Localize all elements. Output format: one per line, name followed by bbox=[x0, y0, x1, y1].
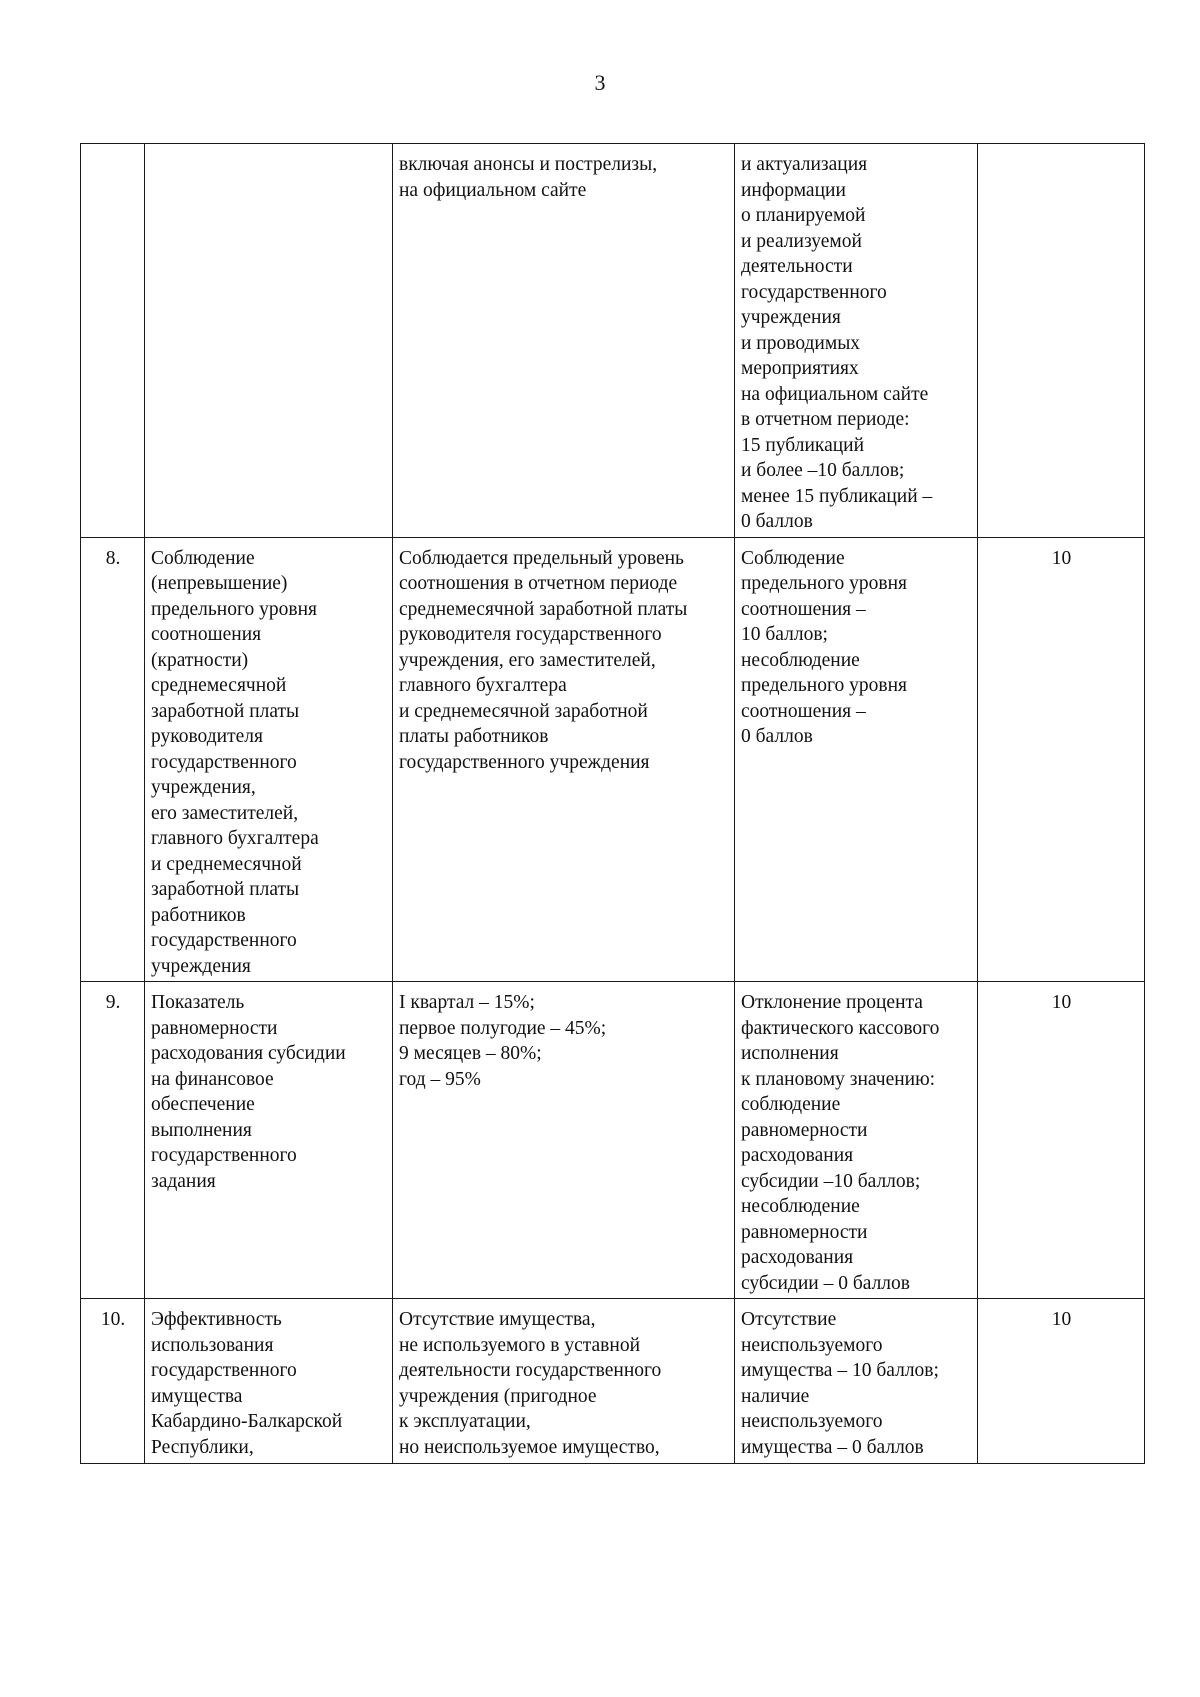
cell-text-line: соотношения – bbox=[741, 700, 866, 722]
cell-text-line: не используемого в уставной bbox=[399, 1334, 641, 1356]
row-number-cell: 8. bbox=[81, 537, 145, 982]
cell-text-line: имущества – 10 баллов; bbox=[741, 1360, 939, 1381]
cell-text-line: государственного bbox=[741, 281, 887, 303]
cell-text-line: включая анонсы и пострелизы, bbox=[399, 154, 658, 175]
cell-text-line: в отчетном периоде: bbox=[741, 409, 910, 430]
cell-text-line: учреждения, bbox=[151, 777, 256, 798]
cell-text-line: неиспользуемого bbox=[741, 1334, 883, 1356]
cell-text-line: Соблюдение bbox=[151, 547, 255, 569]
cell-text-line: Отсутствие имущества, bbox=[399, 1309, 596, 1330]
cell-text-line: государственного bbox=[151, 751, 297, 773]
cell-text-line: 0 баллов bbox=[741, 726, 813, 747]
cell-text-line: работников bbox=[151, 904, 246, 926]
cell-text-line: на официальном сайте bbox=[741, 383, 929, 405]
cell-text-line: фактического кассового bbox=[741, 1017, 940, 1039]
cell-text-line: 9 месяцев – 80%; bbox=[399, 1043, 542, 1064]
cell-text-line: равномерности bbox=[741, 1119, 868, 1141]
row-number-cell: 9. bbox=[81, 982, 145, 1299]
cell-text-line: имущества bbox=[151, 1385, 243, 1407]
scoring-rule-cell bbox=[735, 537, 978, 982]
cell-text-line: первое полугодие – 45%; bbox=[399, 1017, 607, 1039]
table-row bbox=[81, 537, 1145, 982]
cell-text-line: деятельности государственного bbox=[399, 1360, 662, 1381]
cell-text-line: 15 публикаций bbox=[741, 434, 865, 456]
cell-text-line: на официальном сайте bbox=[399, 179, 587, 201]
cell-text-line: Кабардино-Балкарской bbox=[151, 1411, 343, 1432]
cell-text-line: государственного bbox=[151, 930, 297, 951]
cell-text-line: среднемесячной заработной платы bbox=[399, 598, 688, 620]
table-row bbox=[81, 144, 1145, 538]
cell-text-line: соблюдение bbox=[741, 1094, 841, 1115]
cell-text-line: исполнения bbox=[741, 1043, 839, 1064]
cell-text-line: и актуализация bbox=[741, 154, 868, 175]
indicator-name-cell bbox=[145, 1299, 393, 1464]
cell-text-line: выполнения bbox=[151, 1119, 252, 1141]
cell-text-line: учреждения bbox=[151, 955, 251, 977]
cell-text-line: обеспечение bbox=[151, 1094, 255, 1115]
cell-text-line: Отклонение процента bbox=[741, 992, 923, 1013]
cell-text-line: его заместителей, bbox=[151, 802, 299, 824]
scoring-rule-cell bbox=[735, 144, 978, 538]
cell-text-line: имущества – 0 баллов bbox=[741, 1436, 924, 1458]
cell-text-line: год – 95% bbox=[399, 1068, 481, 1090]
indicator-name-cell bbox=[145, 537, 393, 982]
cell-text-line: Соблюдение bbox=[741, 547, 845, 569]
criterion-cell bbox=[393, 144, 735, 538]
cell-text-line: несоблюдение bbox=[741, 1196, 860, 1217]
scoring-rule-cell bbox=[735, 1299, 978, 1464]
cell-text-line: предельного уровня bbox=[741, 573, 907, 594]
indicator-name-cell bbox=[145, 982, 393, 1299]
cell-text-line: государственного учреждения bbox=[399, 751, 650, 773]
row-number-cell bbox=[81, 144, 145, 538]
cell-text-line: неиспользуемого bbox=[741, 1411, 883, 1432]
cell-text-line: руководителя государственного bbox=[399, 624, 662, 645]
cell-text-line: информации bbox=[741, 179, 846, 201]
max-score-cell: 10 bbox=[978, 982, 1145, 1299]
table-row bbox=[81, 1299, 1145, 1464]
cell-text-line: деятельности bbox=[741, 256, 853, 277]
cell-text-line: использования bbox=[151, 1334, 274, 1356]
table-row bbox=[81, 982, 1145, 1299]
cell-text-line: расходования bbox=[741, 1145, 854, 1166]
cell-text-line: Соблюдается предельный уровень bbox=[399, 547, 684, 569]
cell-text-line: Показатель bbox=[151, 992, 245, 1013]
cell-text-line: к плановому значению: bbox=[741, 1068, 936, 1090]
cell-text-line: предельного уровня bbox=[151, 598, 317, 620]
cell-text-line: субсидии – 0 баллов bbox=[741, 1272, 910, 1294]
cell-text-line: на финансовое bbox=[151, 1068, 274, 1090]
cell-text-line: расходования субсидии bbox=[151, 1043, 346, 1064]
cell-text-line: платы работников bbox=[399, 726, 549, 747]
page-number: 3 bbox=[594, 70, 606, 95]
max-score-cell bbox=[978, 144, 1145, 538]
cell-text-line: предельного уровня bbox=[741, 675, 907, 696]
cell-text-line: государственного bbox=[151, 1145, 297, 1166]
criterion-cell bbox=[393, 537, 735, 982]
cell-text-line: среднемесячной bbox=[151, 675, 287, 696]
cell-text-line: (непревышение) bbox=[151, 573, 288, 594]
cell-text-line: Отсутствие bbox=[741, 1309, 837, 1330]
cell-text-line: главного бухгалтера bbox=[151, 828, 319, 849]
criterion-cell bbox=[393, 982, 735, 1299]
cell-text-line: 0 баллов bbox=[741, 511, 813, 532]
row-number-cell: 10. bbox=[81, 1299, 145, 1464]
cell-text-line: учреждения (пригодное bbox=[399, 1385, 597, 1407]
cell-text-line: наличие bbox=[741, 1385, 810, 1407]
cell-text-line: равномерности bbox=[741, 1221, 868, 1243]
cell-text-line: мероприятиях bbox=[741, 358, 859, 379]
scoring-rule-cell bbox=[735, 982, 978, 1299]
cell-text-line: главного бухгалтера bbox=[399, 675, 567, 696]
cell-text-line: о планируемой bbox=[741, 205, 866, 226]
max-score-cell: 10 bbox=[978, 537, 1145, 982]
table-body bbox=[81, 144, 1145, 1464]
cell-text-line: I квартал – 15%; bbox=[399, 992, 535, 1013]
cell-text-line: заработной платы bbox=[151, 879, 300, 900]
criterion-cell bbox=[393, 1299, 735, 1464]
cell-text-line: Республики, bbox=[151, 1436, 254, 1458]
cell-text-line: соотношения bbox=[151, 624, 262, 645]
cell-text-line: задания bbox=[151, 1170, 216, 1192]
cell-text-line: соотношения в отчетном периоде bbox=[399, 573, 678, 594]
cell-text-line: и более –10 баллов; bbox=[741, 460, 905, 481]
indicator-name-cell bbox=[145, 144, 393, 538]
cell-text-line: учреждения, его заместителей, bbox=[399, 649, 656, 671]
cell-text-line: к эксплуатации, bbox=[399, 1411, 531, 1432]
cell-text-line: 10 баллов; bbox=[741, 624, 828, 645]
cell-text-line: субсидии –10 баллов; bbox=[741, 1170, 921, 1192]
cell-text-line: но неиспользуемое имущество, bbox=[399, 1436, 660, 1458]
cell-text-line: государственного bbox=[151, 1360, 297, 1381]
cell-text-line: учреждения bbox=[741, 307, 841, 328]
cell-text-line: и среднемесячной заработной bbox=[399, 700, 648, 722]
cell-text-line: несоблюдение bbox=[741, 649, 860, 671]
criteria-table bbox=[80, 143, 1145, 1464]
cell-text-line: расходования bbox=[741, 1247, 854, 1268]
cell-text-line: и реализуемой bbox=[741, 230, 862, 252]
cell-text-line: Эффективность bbox=[151, 1309, 282, 1330]
cell-text-line: менее 15 публикаций – bbox=[741, 485, 933, 507]
cell-text-line: соотношения – bbox=[741, 598, 866, 620]
cell-text-line: равномерности bbox=[151, 1017, 278, 1039]
cell-text-line: и проводимых bbox=[741, 332, 861, 354]
max-score-cell: 10 bbox=[978, 1299, 1145, 1464]
cell-text-line: и среднемесячной bbox=[151, 853, 302, 875]
cell-text-line: руководителя bbox=[151, 726, 263, 747]
cell-text-line: заработной платы bbox=[151, 700, 300, 722]
cell-text-line: (кратности) bbox=[151, 649, 249, 671]
